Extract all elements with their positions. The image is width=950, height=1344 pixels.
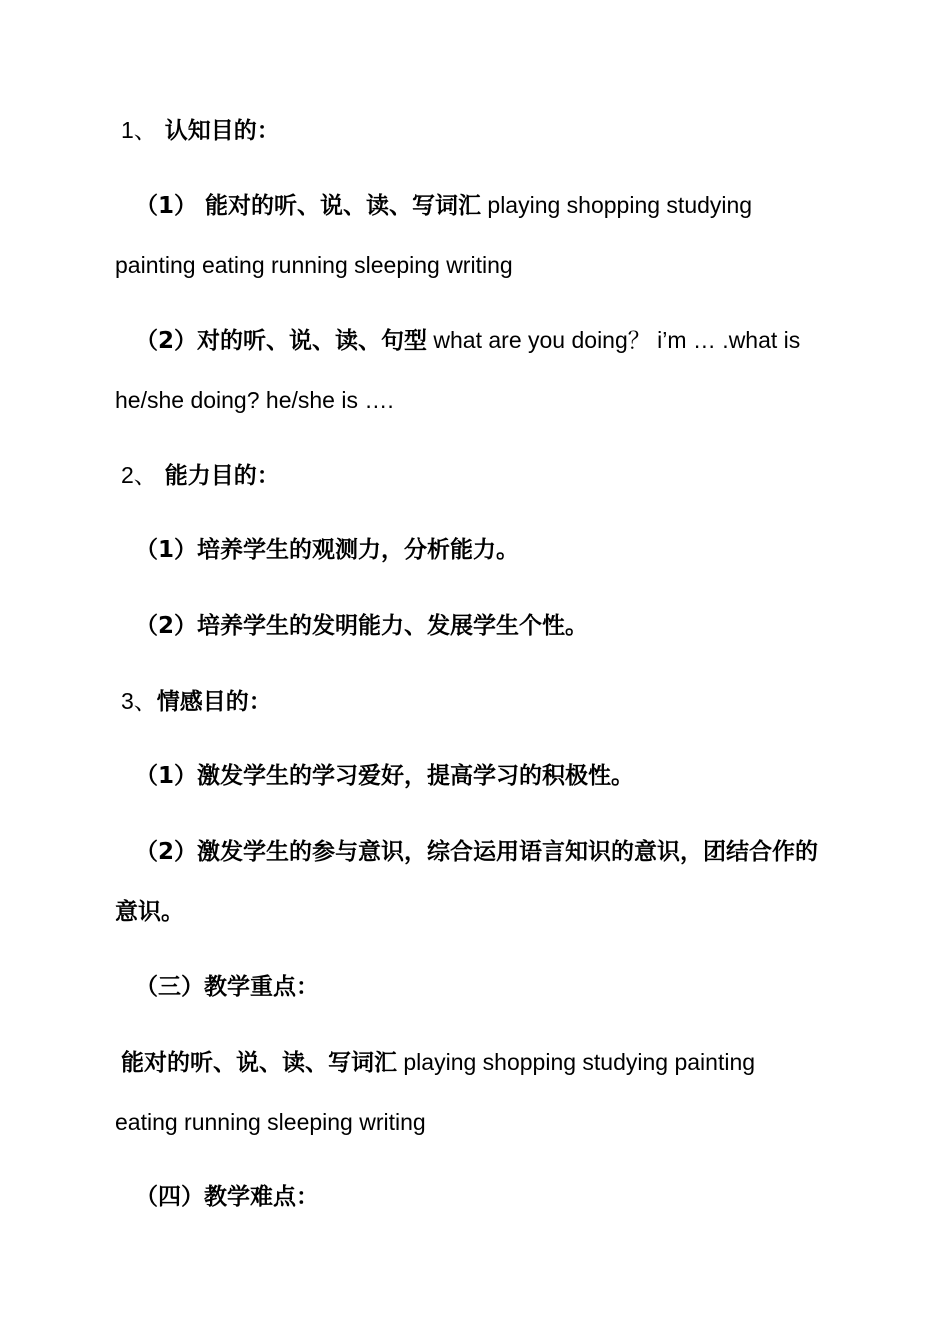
paragraph-line	[121, 1047, 755, 1078]
paragraph-line	[135, 190, 752, 221]
paragraph-line: eating running sleeping writing	[115, 1109, 426, 1135]
paragraph-line: （2）培养学生的发明能力、发展学生个性。	[135, 613, 589, 639]
paragraph-bold-text: （1） 能对的听、说、读、写词汇	[135, 193, 482, 219]
section-heading-emotion	[121, 686, 272, 717]
paragraph-line: （1）培养学生的观测力，分析能力。	[135, 537, 520, 563]
paragraph-plain-text: playing shopping studying painting	[397, 1049, 756, 1075]
paragraph-line: （2）激发学生的参与意识，综合运用语言知识的意识，团结合作的	[135, 839, 819, 865]
section-title: 能力目的：	[156, 463, 280, 489]
section-heading-ability	[121, 460, 280, 491]
paragraph-line: painting eating running sleeping writing	[115, 252, 513, 278]
section-number: 3、	[121, 688, 157, 714]
paragraph-line: he/she doing? he/she is ….	[115, 387, 394, 413]
paragraph-bold-text: 能对的听、说、读、写词汇	[121, 1050, 397, 1076]
section-heading-difficult-points: （四）教学难点：	[135, 1184, 319, 1210]
paragraph-line: （1）激发学生的学习爱好，提高学习的积极性。	[135, 763, 635, 789]
section-title: 情感目的：	[156, 689, 272, 715]
paragraph-plain-text: playing shopping studying	[481, 192, 753, 218]
section-title: 认知目的：	[156, 118, 280, 144]
section-heading-cognitive	[121, 115, 280, 146]
section-heading-key-points: （三）教学重点：	[135, 974, 319, 1000]
section-number: 2、	[121, 462, 157, 488]
paragraph-bold-text: （2）对的听、说、读、句型	[135, 328, 428, 354]
section-number: 1、	[121, 117, 157, 143]
paragraph-line	[135, 325, 800, 356]
paragraph-plain-text: what are you doing？ i’m … .what is	[427, 327, 801, 353]
paragraph-line: 意识。	[115, 899, 184, 925]
